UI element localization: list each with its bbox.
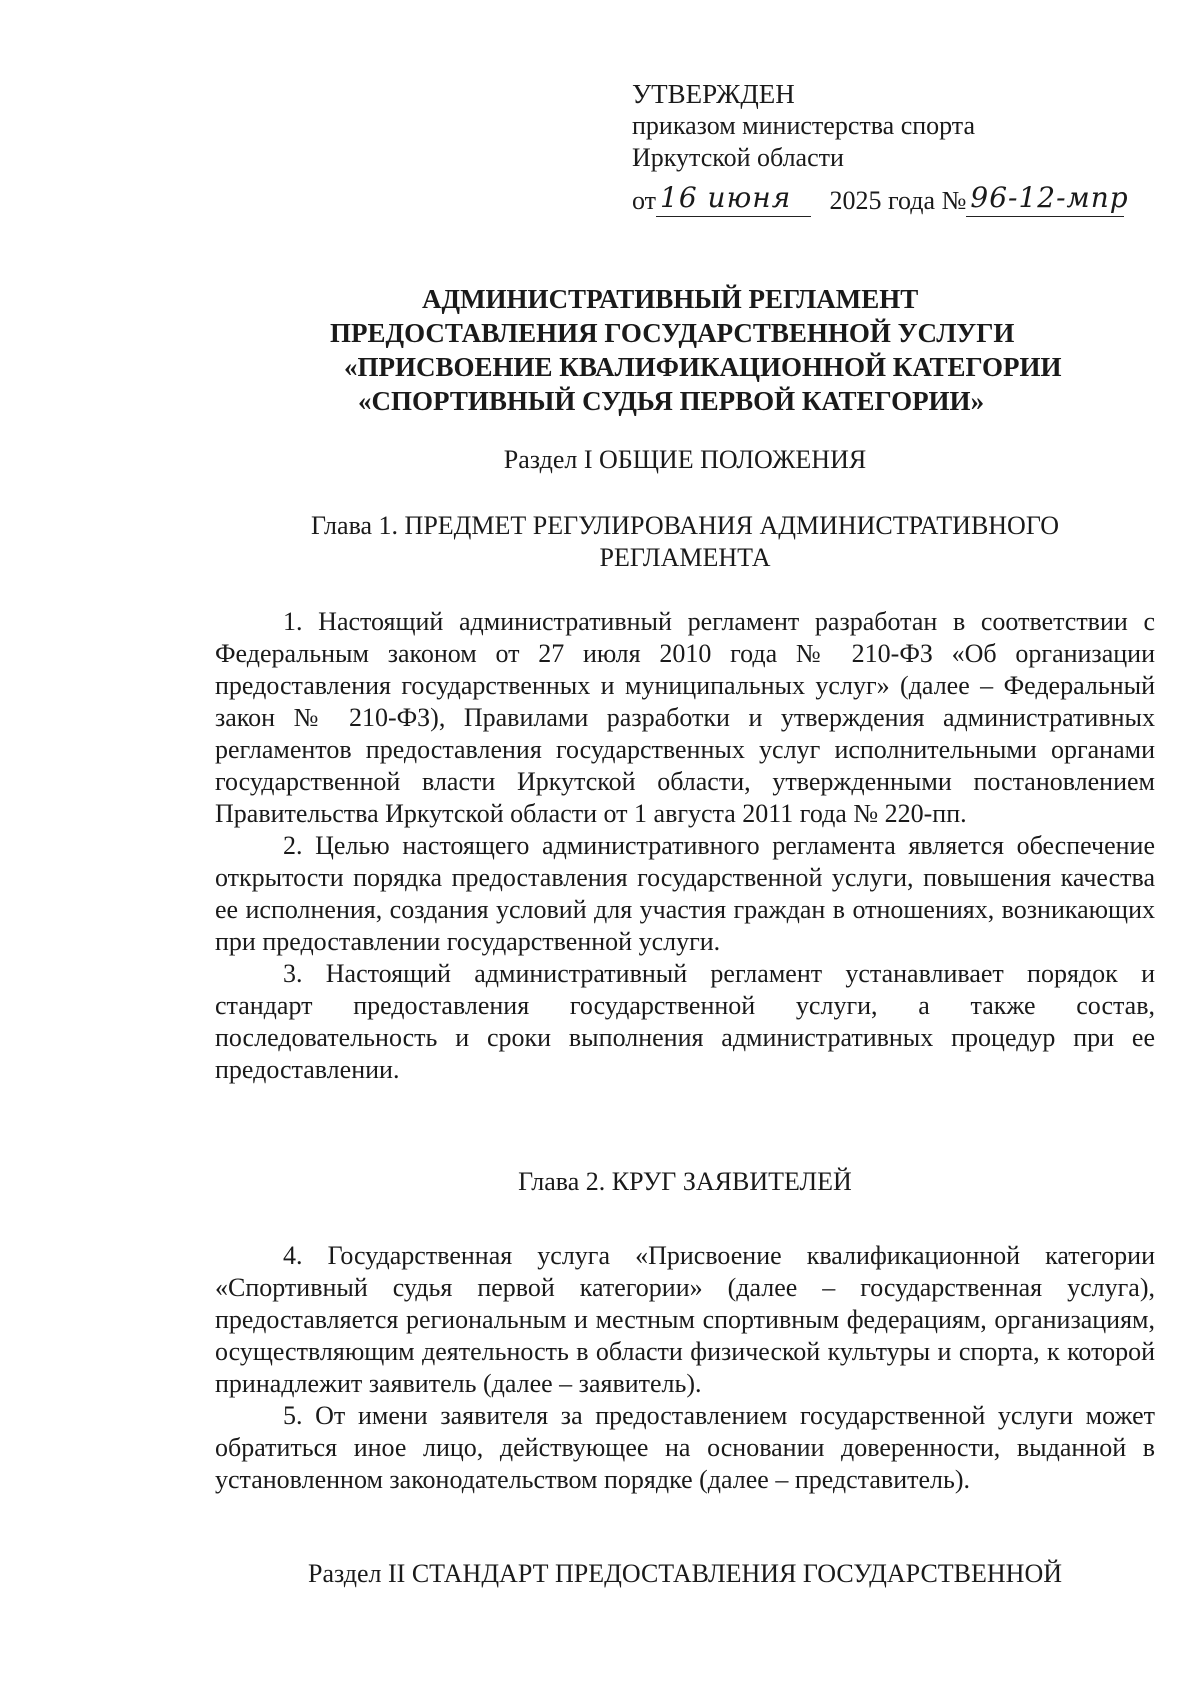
title-line-2: ПРЕДОСТАВЛЕНИЯ ГОСУДАРСТВЕННОЙ УСЛУГИ — [330, 318, 1015, 348]
chapter-2-paragraphs — [215, 1240, 1155, 1496]
handwritten-number: 96-12-мпр — [970, 181, 1129, 214]
paragraph-4: 4. Государственная услуга «Присвоение квалификационной категории «Спортивный судья первой категории» (далее – государственная услуга), предоставляется региональным и местным спортивным федерациям, организациям, осуществляющим деятельность в области физической культуры и спорта, к которой принадлежит заявитель (далее – заявитель). — [215, 1241, 1155, 1398]
chapter-2-heading: Глава 2. КРУГ ЗАЯВИТЕЛЕЙ — [518, 1167, 852, 1196]
chapter-1-line-2: РЕГЛАМЕНТА — [599, 543, 771, 572]
section-1-heading: Раздел I ОБЩИЕ ПОЛОЖЕНИЯ — [503, 445, 867, 474]
paragraph-5: 5. От имени заявителя за предоставлением государственной услуги может обратиться иное лицо, действующее на основании доверенности, выданной в установленном законодательством порядке (далее – представитель). — [215, 1401, 1155, 1494]
approval-date-line — [632, 181, 1172, 224]
title-line-4: «СПОРТИВНЫЙ СУДЬЯ ПЕРВОЙ КАТЕГОРИИ» — [358, 386, 985, 416]
document-title — [0, 282, 1200, 418]
date-field — [656, 181, 811, 217]
title-line-1: АДМИНИСТРАТИВНЫЙ РЕГЛАМЕНТ — [422, 284, 919, 314]
title-line-3: «ПРИСВОЕНИЕ КВАЛИФИКАЦИОННОЙ КАТЕГОРИИ — [344, 352, 1062, 382]
approval-heading: УТВЕРЖДЕН — [632, 79, 795, 109]
chapter-1-line-1: Глава 1. ПРЕДМЕТ РЕГУЛИРОВАНИЯ АДМИНИСТРАТИВНОГО — [310, 511, 1059, 540]
approval-block — [632, 78, 1172, 224]
section-2-heading: Раздел II СТАНДАРТ ПРЕДОСТАВЛЕНИЯ ГОСУДАРСТВЕННОЙ — [307, 1559, 1063, 1588]
paragraph-2: 2. Целью настоящего административного регламента является обеспечение открытости порядка предоставления государственной услуги, повышения качества ее исполнения, создания условий для участия граждан в отношениях, возникающих при предоставлении государственной услуги. — [215, 831, 1155, 956]
chapter-1-heading — [215, 510, 1155, 574]
approval-line-2: Иркутской области — [632, 143, 844, 172]
year-text: 2025 года № — [829, 186, 967, 215]
number-field — [966, 181, 1129, 217]
chapter-1-paragraphs — [215, 606, 1155, 1086]
paragraph-1: 1. Настоящий административный регламент разработан в соответствии с Федеральным законом от 27 июля 2010 года № 210-ФЗ «Об организации предоставления государственных и муниципальных услуг» (далее – Федеральный закон № 210-ФЗ), Правилами разработки и утверждения административных регламентов предоставления государственных услуг исполнительными органами государственной власти Иркутской области, утвержденными постановлением Правительства Иркутской области от 1 августа 2011 года № 220-пп. — [215, 607, 1155, 828]
from-prefix: от — [632, 186, 657, 215]
paragraph-3: 3. Настоящий административный регламент устанавливает порядок и стандарт предоставления государственной услуги, а также состав, последовательность и сроки выполнения административных процедур при ее предоставлении. — [215, 959, 1155, 1084]
approval-line-1: приказом министерства спорта — [632, 111, 976, 140]
handwritten-date: 16 июня — [660, 181, 792, 214]
